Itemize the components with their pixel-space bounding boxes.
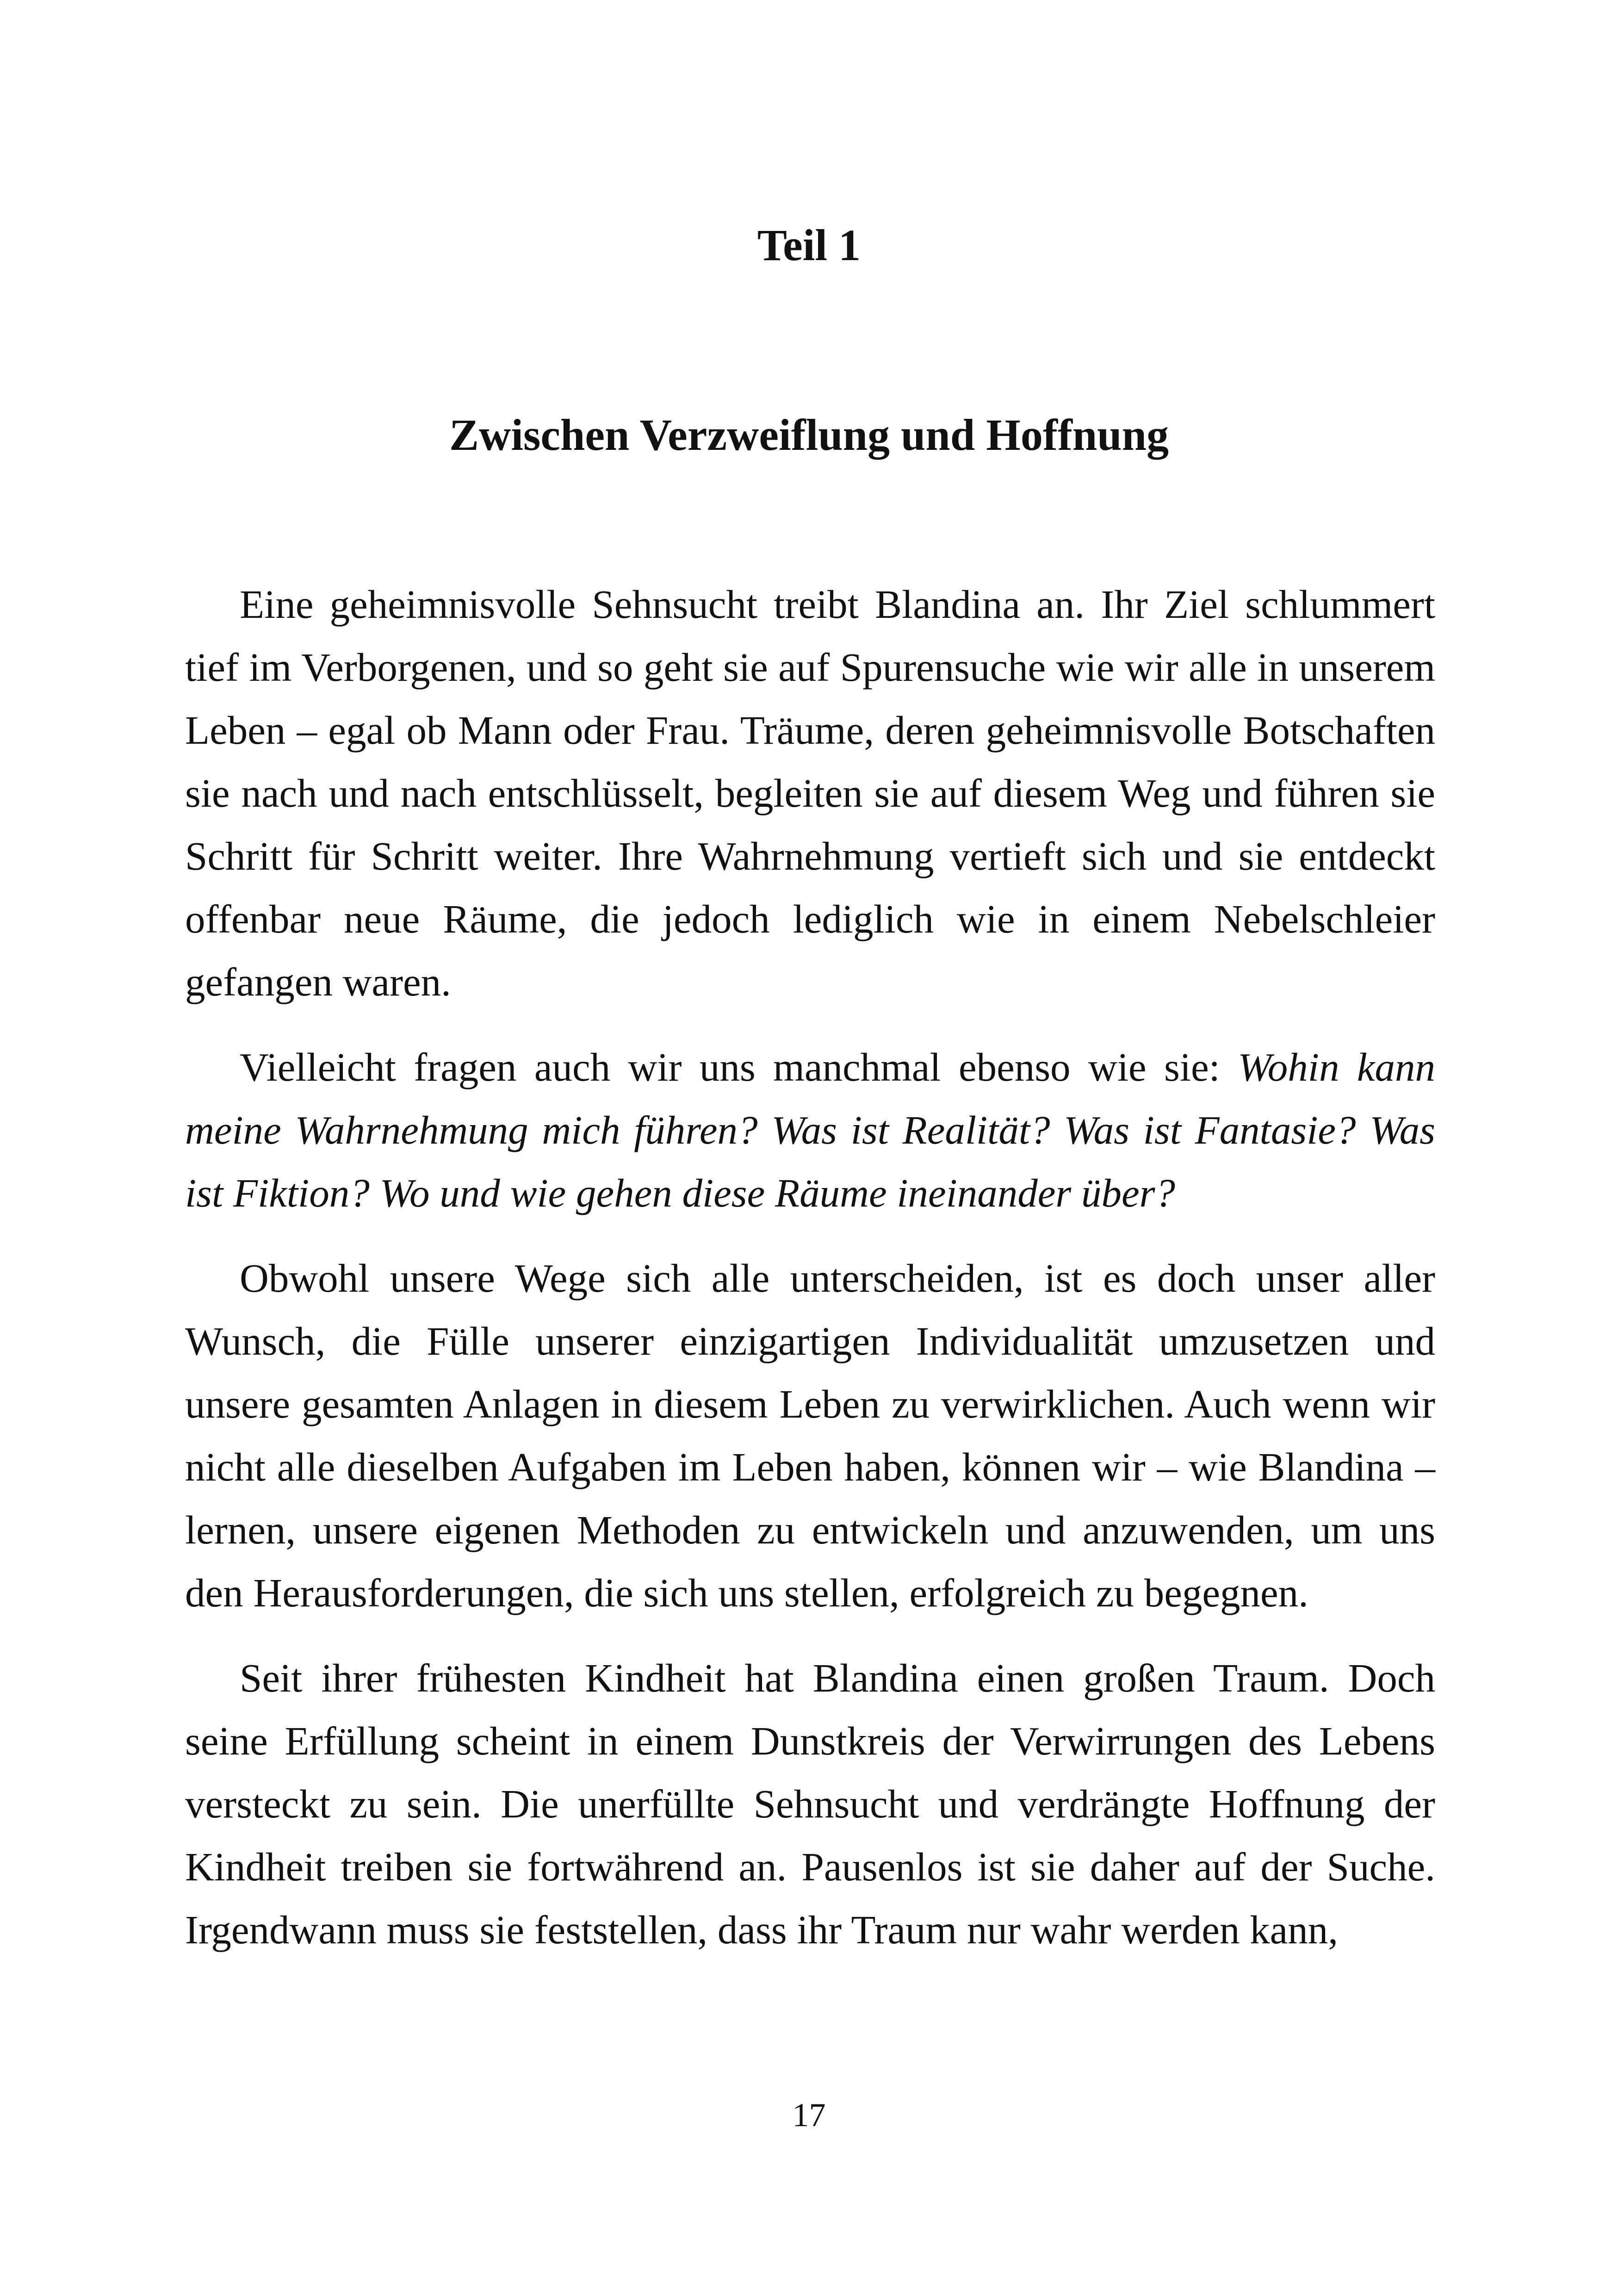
part-title: Teil 1 [757, 220, 861, 270]
body-text [185, 573, 1435, 1961]
page-number: 17 [792, 2097, 826, 2134]
paragraph-1: Eine geheimnisvolle Sehnsucht treibt Blandina an. Ihr Ziel schlummert tief im Verborgenen, und so geht sie auf Spurensuche wie wir alle in unserem Leben – egal ob Mann oder Frau. Träume, deren geheimnisvolle Botschaften sie nach und nach entschlüsselt, begleiten sie auf diesem Weg und führen sie Schritt für Schritt weiter. Ihre Wahrnehmung vertieft sich und sie entdeckt offenbar neue Räume, die jedoch lediglich wie in einem Nebelschleier gefangen waren. [185, 582, 1435, 1004]
paragraph-4: Seit ihrer frühesten Kindheit hat Blandina einen großen Traum. Doch seine Erfüllung scheint in einem Dunstkreis der Verwirrungen des Lebens versteckt zu sein. Die unerfüllte Sehnsucht und verdrängte Hoffnung der Kindheit treiben sie fortwährend an. Pausenlos ist sie daher auf der Suche. Irgendwann muss sie feststellen, dass ihr Traum nur wahr werden kann, [185, 1655, 1435, 1952]
paragraph-2-italic-questions: Wohin kann meine Wahrnehmung mich führen? Was ist Realität? Was ist Fantasie? Was ist Fiktion? Wo und wie gehen diese Räume ineinander über? [185, 1045, 1435, 1215]
paragraph-2-lead: Vielleicht fragen auch wir uns manchmal ebenso wie sie: [240, 1045, 1238, 1089]
chapter-title: Zwischen Verzweiflung und Hoffnung [449, 410, 1169, 460]
paragraph-2 [185, 1036, 1435, 1225]
paragraph-3: Obwohl unsere Wege sich alle unterscheiden, ist es doch unser aller Wunsch, die Fülle unserer einzigartigen Individualität umzusetzen und unsere gesamten Anlagen in diesem Leben zu verwirklichen. Auch wenn wir nicht alle dieselben Aufgaben im Leben haben, können wir – wie Blandina – lernen, unsere eigenen Methoden zu entwickeln und anzuwenden, um uns den Herausforderungen, die sich uns stellen, erfolgreich zu begegnen. [185, 1256, 1435, 1615]
